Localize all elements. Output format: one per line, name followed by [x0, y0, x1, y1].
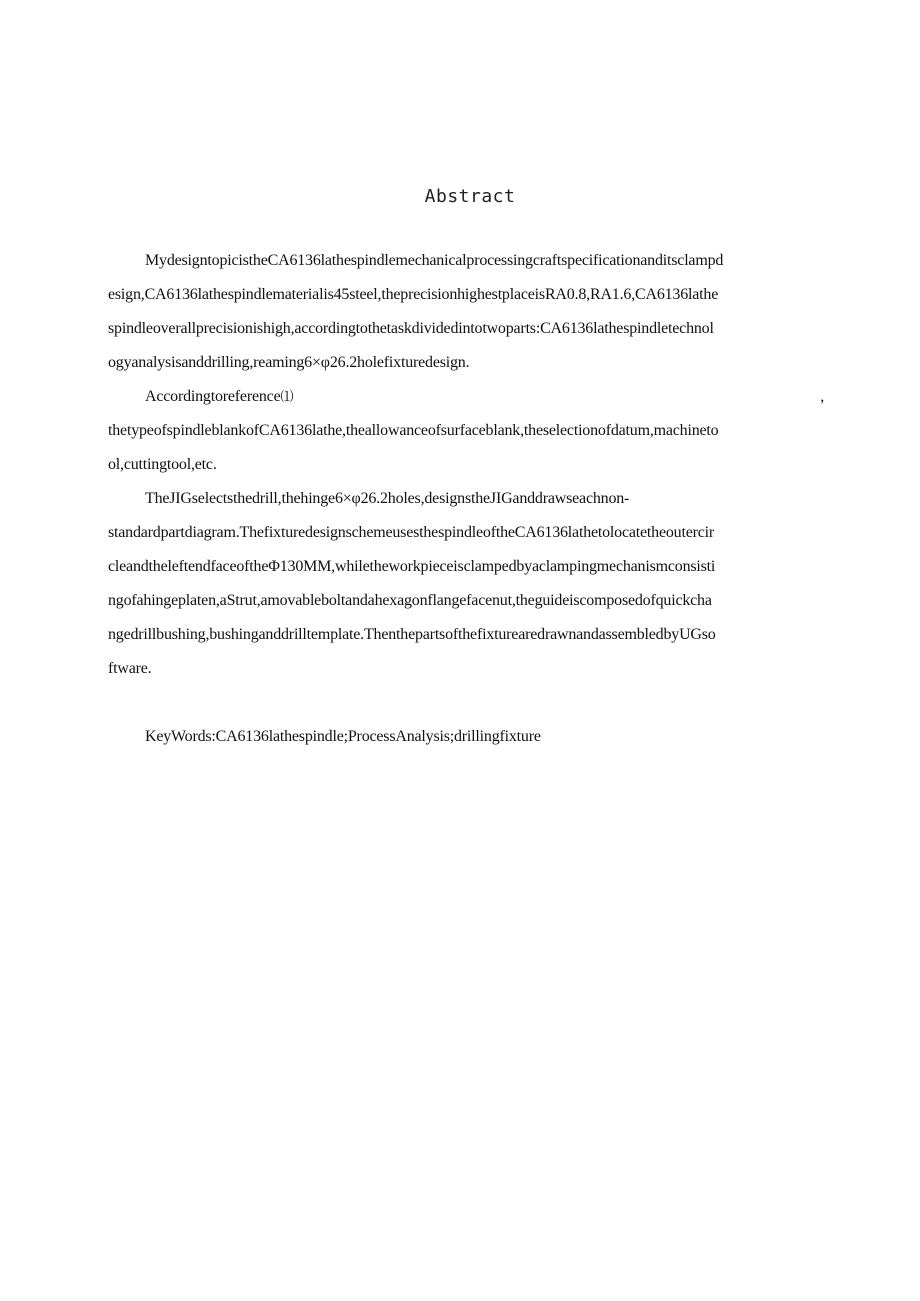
paragraph-reference [108, 380, 840, 482]
paragraph-line [108, 380, 840, 414]
paragraph-line: MydesigntopicistheCA6136lathespindlemechanicalprocessingcraftspecificationanditsclampd [145, 252, 724, 269]
paragraph-line: ftware. [108, 660, 152, 677]
abstract-body [108, 244, 840, 754]
paragraph-line: standardpartdiagram.ThefixturedesignschemeusesthespindleoftheCA6136lathetolocatetheoutercir [108, 524, 715, 541]
reference-mark: ⑴ [280, 390, 294, 405]
paragraph-spacer [108, 686, 840, 720]
paragraph-line: ol,cuttingtool,etc. [108, 456, 217, 473]
paragraph-line: ngofahingeplaten,aStrut,amovableboltandahexagonflangefacenut,theguideiscomposedofquickcha [108, 592, 712, 609]
abstract-title: Abstract [424, 186, 516, 207]
paragraph-line: cleandtheleftendfaceoftheΦ130MM,whiletheworkpieceisclampedbyaclampingmechanismconsisti [108, 558, 716, 575]
paragraph-line: ogyanalysisanddrilling,reaming6×φ26.2holefixturedesign. [108, 354, 470, 371]
paragraph-line: thetypeofspindleblankofCA6136lathe,theallowanceofsurfaceblank,theselectionofdatum,machineto [108, 422, 719, 439]
paragraph-line: ngedrillbushing,bushinganddrilltemplate.ThenthepartsofthefixturearedrawnandassembledbyUGso [108, 626, 716, 643]
paragraph-line: TheJIGselectsthedrill,thehinge6×φ26.2holes,designstheJIGanddrawseachnon- [145, 490, 630, 507]
reference-comma: , [820, 388, 824, 405]
reference-lead-text: Accordingtoreference [145, 388, 281, 405]
keywords-line: KeyWords:CA6136lathespindle;ProcessAnalysis;drillingfixture [145, 728, 541, 745]
paragraph-fixture-design [108, 482, 840, 686]
paragraph-line: spindleoverallprecisionishigh,accordingtothetaskdividedintotwoparts:CA6136lathespindletechnol [108, 320, 714, 337]
paragraph-design-topic [108, 244, 840, 380]
paragraph-line: esign,CA6136lathespindlematerialis45steel,theprecisionhighestplaceisRA0.8,RA1.6,CA6136lathe [108, 286, 719, 303]
